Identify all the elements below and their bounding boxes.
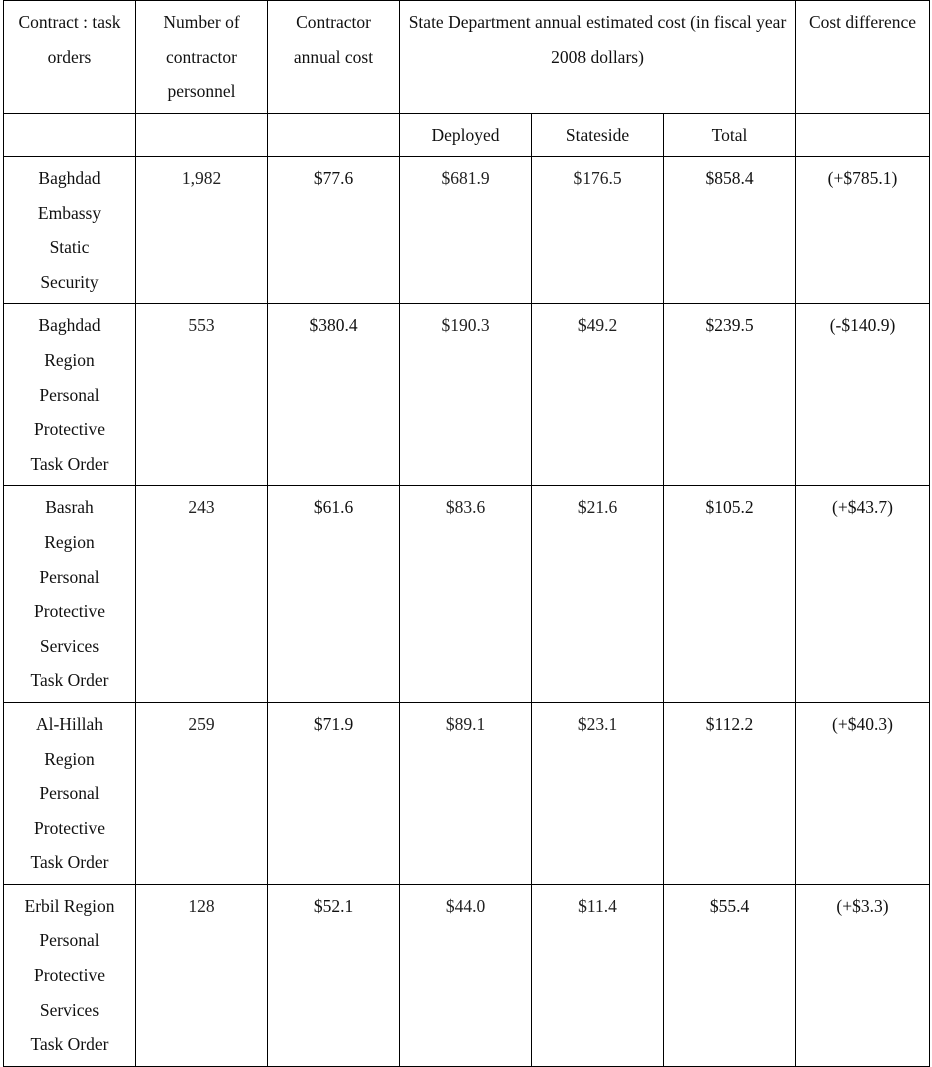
header-contract: Contract : task orders <box>4 1 136 114</box>
cost-difference-cell: (+$43.7) <box>796 486 930 703</box>
contract-name-cell <box>4 486 136 703</box>
personnel-cell: 553 <box>136 304 268 486</box>
deployed-cost-cell: $89.1 <box>400 702 532 884</box>
subheader-row <box>4 113 930 157</box>
contract-name-line: Task Order <box>30 670 109 691</box>
table-row <box>4 884 930 1066</box>
stateside-cost-cell: $11.4 <box>532 884 664 1066</box>
total-cost-cell: $112.2 <box>664 702 796 884</box>
personnel-cell: 1,982 <box>136 157 268 304</box>
contractor-cost-cell: $71.9 <box>268 702 400 884</box>
table-row <box>4 486 930 703</box>
deployed-cost-cell: $190.3 <box>400 304 532 486</box>
subheader-stateside: Stateside <box>532 113 664 157</box>
contract-name-line: Protective <box>34 965 105 986</box>
subheader-empty-3 <box>268 113 400 157</box>
cost-difference-cell: (+$40.3) <box>796 702 930 884</box>
subheader-total: Total <box>664 113 796 157</box>
contract-name-line: Baghdad <box>38 168 101 188</box>
contract-name-line: Embassy <box>37 202 102 223</box>
deployed-cost-cell: $83.6 <box>400 486 532 703</box>
table-row <box>4 304 930 486</box>
subheader-empty-2 <box>136 113 268 157</box>
contract-name-line: Al-Hillah <box>35 713 104 734</box>
stateside-cost-cell: $23.1 <box>532 702 664 884</box>
cost-difference-cell: (-$140.9) <box>796 304 930 486</box>
contract-name-line: Services <box>39 635 100 656</box>
contract-name-line: Security <box>40 271 99 292</box>
contract-name-line: Erbil Region <box>24 895 115 916</box>
contract-name-line: Task Order <box>30 1034 109 1055</box>
contractor-cost-cell: $77.6 <box>268 157 400 304</box>
contract-name-line: Task Order <box>30 453 109 474</box>
contract-name-line: Personal <box>39 930 100 951</box>
deployed-cost-cell: $44.0 <box>400 884 532 1066</box>
contract-name-line: Personal <box>39 566 100 587</box>
contract-name-cell <box>4 884 136 1066</box>
contractor-cost-cell: $52.1 <box>268 884 400 1066</box>
contract-name-line: Static <box>49 237 90 258</box>
contract-name-line: Personal <box>39 384 100 405</box>
contractor-cost-cell: $61.6 <box>268 486 400 703</box>
contractor-cost-cell: $380.4 <box>268 304 400 486</box>
cost-difference-cell: (+$785.1) <box>796 157 930 304</box>
contract-name-line: Personal <box>39 783 100 804</box>
contract-name-line: Region <box>44 748 95 769</box>
total-cost-cell: $105.2 <box>664 486 796 703</box>
contract-name-line: Protective <box>34 817 105 838</box>
stateside-cost-cell: $21.6 <box>532 486 664 703</box>
total-cost-cell: $858.4 <box>664 157 796 304</box>
subheader-empty-4 <box>796 113 930 157</box>
contract-name-line: Region <box>44 531 95 552</box>
cost-difference-cell: (+$3.3) <box>796 884 930 1066</box>
header-personnel: Number of contractor personnel <box>136 1 268 114</box>
personnel-cell: 128 <box>136 884 268 1066</box>
stateside-cost-cell: $49.2 <box>532 304 664 486</box>
contract-name-cell <box>4 702 136 884</box>
contract-name-line: Task Order <box>30 852 109 873</box>
header-state-department-cost: State Department annual estimated cost (in fiscal year 2008 dollars) <box>400 1 796 114</box>
total-cost-cell: $55.4 <box>664 884 796 1066</box>
header-cost-difference: Cost difference <box>796 1 930 114</box>
header-row <box>4 1 930 114</box>
contract-name-cell <box>4 157 136 304</box>
header-contractor-cost: Contractor annual cost <box>268 1 400 114</box>
contract-name-line: Basrah <box>45 497 94 518</box>
contract-name-line: Protective <box>34 419 105 440</box>
contract-name-cell <box>4 304 136 486</box>
stateside-cost-cell: $176.5 <box>532 157 664 304</box>
table-row <box>4 702 930 884</box>
total-cost-cell: $239.5 <box>664 304 796 486</box>
cost-comparison-table <box>3 0 930 1067</box>
subheader-empty-1 <box>4 113 136 157</box>
table-row <box>4 157 930 304</box>
subheader-deployed: Deployed <box>400 113 532 157</box>
personnel-cell: 259 <box>136 702 268 884</box>
contract-name-line: Region <box>44 349 95 370</box>
contract-name-line: Protective <box>34 601 105 622</box>
personnel-cell: 243 <box>136 486 268 703</box>
contract-name-line: Services <box>39 999 100 1020</box>
contract-name-line: Baghdad <box>38 315 101 336</box>
deployed-cost-cell: $681.9 <box>400 157 532 304</box>
